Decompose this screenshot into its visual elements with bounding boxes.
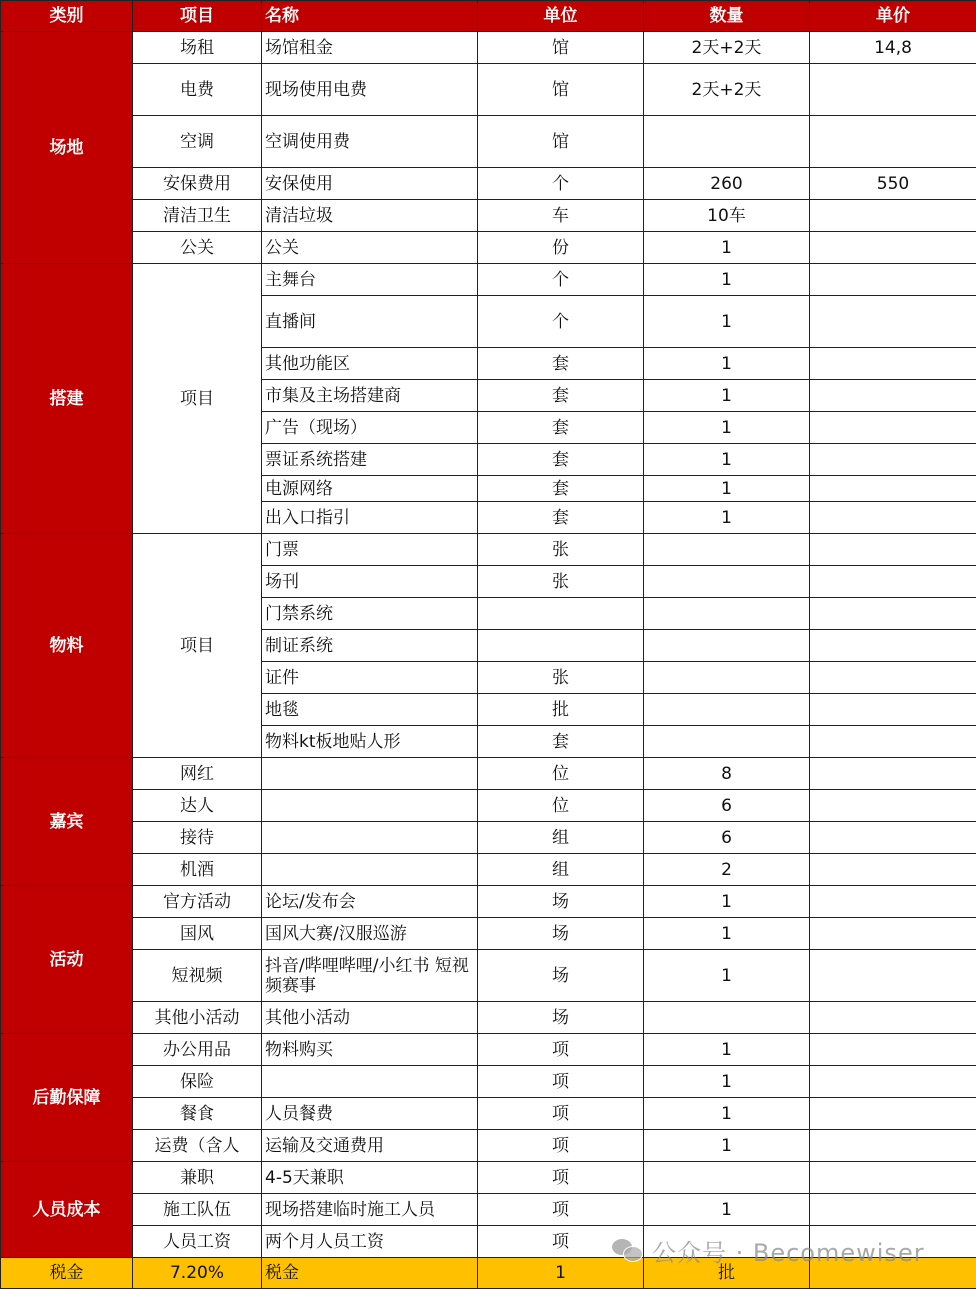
table-row (1, 918, 976, 950)
name-cell: 其他功能区 (262, 348, 478, 380)
price-cell: 14,8 (810, 32, 976, 64)
unit-cell: 组 (478, 854, 644, 886)
price-cell (810, 200, 976, 232)
price-cell (810, 886, 976, 918)
name-cell: 广告（现场） (262, 412, 478, 444)
unit-cell: 项 (478, 1162, 644, 1194)
unit-cell: 项 (478, 1098, 644, 1130)
price-cell (810, 662, 976, 694)
item-cell: 运费（含人 (133, 1130, 262, 1162)
name-cell: 抖音/哔哩哔哩/小红书 短视频赛事 (262, 950, 478, 1002)
name-cell: 物料购买 (262, 1034, 478, 1066)
name-cell: 证件 (262, 662, 478, 694)
item-cell: 兼职 (133, 1162, 262, 1194)
name-cell: 其他小活动 (262, 1002, 478, 1034)
name-cell: 地毯 (262, 694, 478, 726)
unit-cell: 批 (478, 694, 644, 726)
item-cell: 施工队伍 (133, 1194, 262, 1226)
unit-cell: 场 (478, 1002, 644, 1034)
table-row (1, 854, 976, 886)
price-cell (810, 264, 976, 296)
table-row (1, 1098, 976, 1130)
item-cell: 接待 (133, 822, 262, 854)
item-cell: 短视频 (133, 950, 262, 1002)
price-cell (810, 534, 976, 566)
name-cell: 场馆租金 (262, 32, 478, 64)
unit-cell: 场 (478, 950, 644, 1002)
category-logistics: 后勤保障 (1, 1034, 133, 1162)
qty-cell: 1 (644, 1034, 810, 1066)
qty-cell (644, 598, 810, 630)
item-cell: 电费 (133, 64, 262, 116)
price-cell (810, 412, 976, 444)
unit-cell: 馆 (478, 32, 644, 64)
name-cell: 制证系统 (262, 630, 478, 662)
qty-cell (644, 1162, 810, 1194)
item-cell: 官方活动 (133, 886, 262, 918)
item-cell: 机酒 (133, 854, 262, 886)
category-guest: 嘉宾 (1, 758, 133, 886)
qty-cell: 260 (644, 168, 810, 200)
qty-cell (644, 694, 810, 726)
unit-cell: 个 (478, 168, 644, 200)
name-cell: 直播间 (262, 296, 478, 348)
name-cell (262, 822, 478, 854)
unit-cell: 张 (478, 662, 644, 694)
unit-cell: 套 (478, 348, 644, 380)
item-cell: 国风 (133, 918, 262, 950)
table-row (1, 116, 976, 168)
header-item: 项目 (133, 1, 262, 32)
unit-cell: 张 (478, 534, 644, 566)
table-row (1, 534, 976, 566)
qty-cell: 2天+2天 (644, 64, 810, 116)
unit-cell: 套 (478, 412, 644, 444)
unit-cell: 馆 (478, 64, 644, 116)
price-cell (810, 1098, 976, 1130)
qty-cell: 2 (644, 854, 810, 886)
price-cell (810, 1162, 976, 1194)
item-cell: 安保费用 (133, 168, 262, 200)
qty-cell: 1 (644, 380, 810, 412)
item-cell: 公关 (133, 232, 262, 264)
price-cell (810, 822, 976, 854)
price-cell (810, 726, 976, 758)
price-cell: 550 (810, 168, 976, 200)
header-quantity: 数量 (644, 1, 810, 32)
name-cell: 清洁垃圾 (262, 200, 478, 232)
price-cell (810, 1034, 976, 1066)
table-row (1, 1130, 976, 1162)
qty-cell (644, 726, 810, 758)
qty-cell: 1 (644, 1098, 810, 1130)
item-cell: 达人 (133, 790, 262, 822)
price-cell (810, 758, 976, 790)
unit-cell: 位 (478, 790, 644, 822)
name-cell: 安保使用 (262, 168, 478, 200)
table-row (1, 886, 976, 918)
table-row (1, 200, 976, 232)
name-cell: 论坛/发布会 (262, 886, 478, 918)
price-cell (810, 476, 976, 502)
qty-cell: 8 (644, 758, 810, 790)
name-cell: 国风大赛/汉服巡游 (262, 918, 478, 950)
name-cell: 票证系统搭建 (262, 444, 478, 476)
tax-rate: 7.20% (133, 1258, 262, 1289)
name-cell: 物料kt板地贴人形 (262, 726, 478, 758)
category-staff: 人员成本 (1, 1162, 133, 1258)
price-cell (810, 64, 976, 116)
category-activity: 活动 (1, 886, 133, 1034)
qty-cell: 1 (644, 918, 810, 950)
price-cell (810, 694, 976, 726)
unit-cell: 位 (478, 758, 644, 790)
header-row (1, 1, 976, 32)
qty-cell (644, 1002, 810, 1034)
table-row (1, 790, 976, 822)
unit-cell: 套 (478, 444, 644, 476)
table-row (1, 1002, 976, 1034)
unit-cell: 套 (478, 380, 644, 412)
tax-name: 税金 (262, 1258, 478, 1289)
name-cell: 两个月人员工资 (262, 1226, 478, 1258)
tax-unit: 1 (478, 1258, 644, 1289)
watermark (612, 1234, 925, 1266)
price-cell (810, 296, 976, 348)
name-cell: 公关 (262, 232, 478, 264)
qty-cell: 1 (644, 1066, 810, 1098)
unit-cell: 车 (478, 200, 644, 232)
unit-cell: 个 (478, 264, 644, 296)
qty-cell: 1 (644, 444, 810, 476)
unit-cell: 场 (478, 886, 644, 918)
unit-cell: 组 (478, 822, 644, 854)
item-cell: 清洁卫生 (133, 200, 262, 232)
table-row (1, 1066, 976, 1098)
price-cell (810, 598, 976, 630)
price-cell (810, 116, 976, 168)
item-cell: 办公用品 (133, 1034, 262, 1066)
qty-cell: 1 (644, 348, 810, 380)
table-row (1, 758, 976, 790)
unit-cell: 套 (478, 476, 644, 502)
qty-cell: 1 (644, 476, 810, 502)
qty-cell: 1 (644, 264, 810, 296)
name-cell: 4-5天兼职 (262, 1162, 478, 1194)
price-cell (810, 566, 976, 598)
price-cell (810, 630, 976, 662)
category-venue: 场地 (1, 32, 133, 264)
price-cell (810, 444, 976, 476)
qty-cell (644, 630, 810, 662)
qty-cell (644, 116, 810, 168)
item-cell: 保险 (133, 1066, 262, 1098)
watermark-text: 公众号 · Becomewiser (652, 1238, 925, 1267)
item-cell: 空调 (133, 116, 262, 168)
category-build: 搭建 (1, 264, 133, 534)
unit-cell: 项 (478, 1194, 644, 1226)
price-cell (810, 1066, 976, 1098)
qty-cell: 6 (644, 822, 810, 854)
price-cell (810, 1130, 976, 1162)
price-cell (810, 232, 976, 264)
name-cell: 现场搭建临时施工人员 (262, 1194, 478, 1226)
name-cell (262, 790, 478, 822)
header-name: 名称 (262, 1, 478, 32)
unit-cell: 套 (478, 502, 644, 534)
price-cell (810, 790, 976, 822)
price-cell (810, 950, 976, 1002)
unit-cell: 个 (478, 296, 644, 348)
table-row (1, 32, 976, 64)
table-row (1, 168, 976, 200)
price-cell (810, 1002, 976, 1034)
table-row (1, 232, 976, 264)
item-cell: 其他小活动 (133, 1002, 262, 1034)
item-cell: 网红 (133, 758, 262, 790)
unit-cell (478, 630, 644, 662)
name-cell: 市集及主场搭建商 (262, 380, 478, 412)
name-cell: 场刊 (262, 566, 478, 598)
qty-cell: 1 (644, 886, 810, 918)
qty-cell: 6 (644, 790, 810, 822)
unit-cell: 套 (478, 726, 644, 758)
item-cell: 场租 (133, 32, 262, 64)
name-cell: 人员餐费 (262, 1098, 478, 1130)
name-cell: 主舞台 (262, 264, 478, 296)
qty-cell (644, 534, 810, 566)
price-cell (810, 854, 976, 886)
header-unit-price: 单价 (810, 1, 976, 32)
price-cell (810, 380, 976, 412)
unit-cell: 项 (478, 1130, 644, 1162)
item-cell: 项目 (133, 264, 262, 534)
table-row (1, 822, 976, 854)
name-cell: 运输及交通费用 (262, 1130, 478, 1162)
table-row (1, 64, 976, 116)
name-cell (262, 758, 478, 790)
tax-qty: 批 (644, 1258, 810, 1289)
qty-cell: 1 (644, 1130, 810, 1162)
unit-cell (478, 598, 644, 630)
price-cell (810, 1194, 976, 1226)
name-cell (262, 854, 478, 886)
unit-cell: 场 (478, 918, 644, 950)
name-cell: 现场使用电费 (262, 64, 478, 116)
qty-cell: 1 (644, 296, 810, 348)
qty-cell: 1 (644, 232, 810, 264)
table-row (1, 1034, 976, 1066)
price-cell (810, 348, 976, 380)
unit-cell: 份 (478, 232, 644, 264)
table-row (1, 1194, 976, 1226)
wechat-icon (612, 1237, 644, 1263)
item-cell: 人员工资 (133, 1226, 262, 1258)
name-cell (262, 1066, 478, 1098)
table-row (1, 950, 976, 1002)
price-cell (810, 918, 976, 950)
table-row (1, 1162, 976, 1194)
unit-cell: 项 (478, 1066, 644, 1098)
price-cell (810, 502, 976, 534)
qty-cell: 10车 (644, 200, 810, 232)
name-cell: 门禁系统 (262, 598, 478, 630)
qty-cell: 2天+2天 (644, 32, 810, 64)
qty-cell: 1 (644, 1194, 810, 1226)
table-row (1, 264, 976, 296)
unit-cell: 项 (478, 1034, 644, 1066)
name-cell: 出入口指引 (262, 502, 478, 534)
item-cell: 餐食 (133, 1098, 262, 1130)
item-cell: 项目 (133, 534, 262, 758)
header-unit: 单位 (478, 1, 644, 32)
qty-cell (644, 566, 810, 598)
header-category: 类别 (1, 1, 133, 32)
unit-cell: 张 (478, 566, 644, 598)
name-cell: 空调使用费 (262, 116, 478, 168)
tax-category: 税金 (1, 1258, 133, 1289)
qty-cell (644, 662, 810, 694)
unit-cell: 馆 (478, 116, 644, 168)
qty-cell: 1 (644, 950, 810, 1002)
category-material: 物料 (1, 534, 133, 758)
qty-cell: 1 (644, 412, 810, 444)
name-cell: 门票 (262, 534, 478, 566)
qty-cell: 1 (644, 502, 810, 534)
unit-cell: 项 (478, 1226, 644, 1258)
name-cell: 电源网络 (262, 476, 478, 502)
